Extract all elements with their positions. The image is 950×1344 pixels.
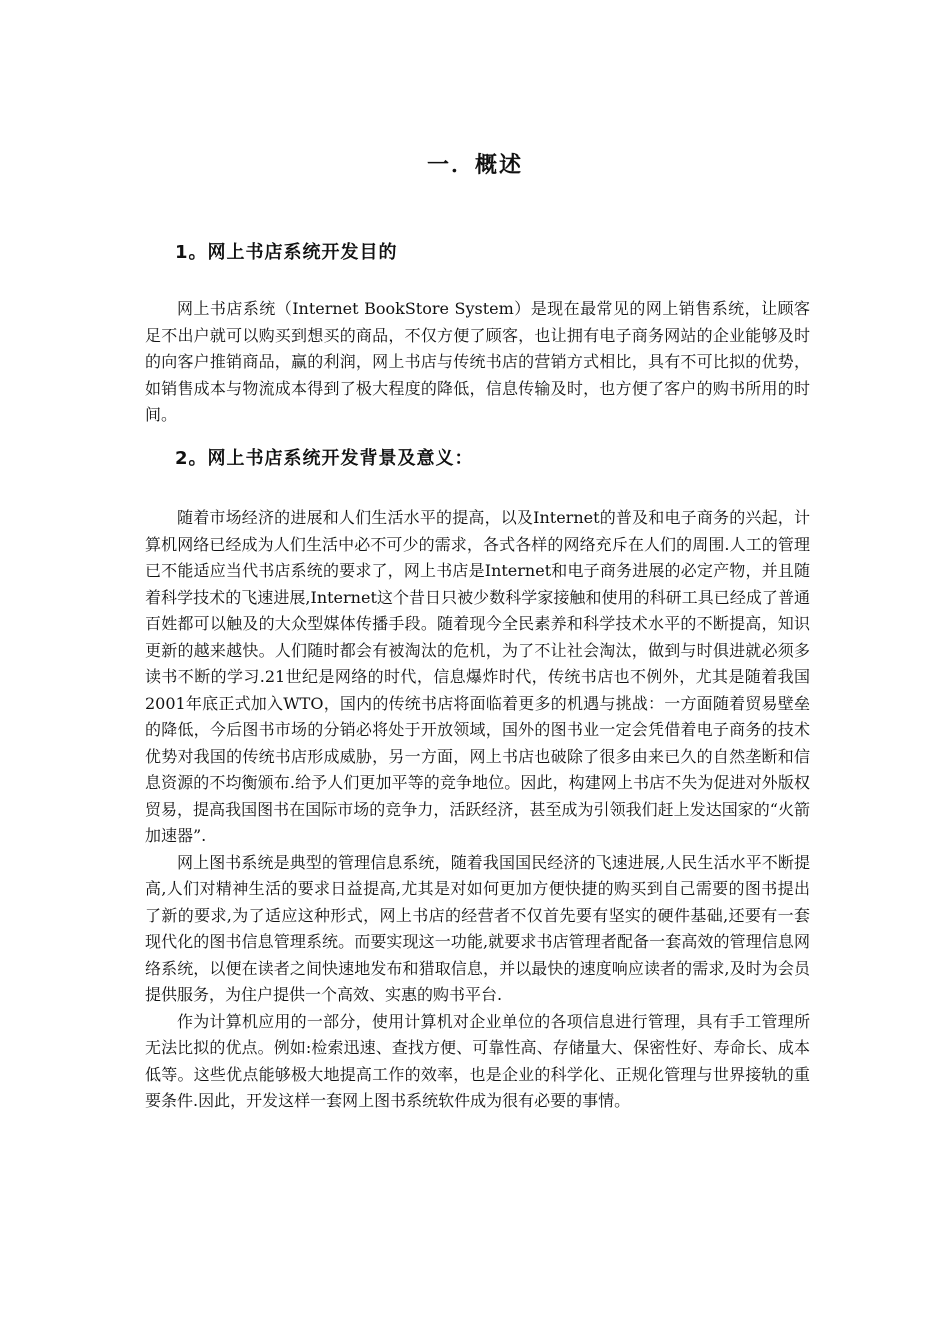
paragraph: 作为计算机应用的一部分，使用计算机对企业单位的各项信息进行管理，具有手工管理所无法比拟的优点。例如:检索迅速、查找方便、可靠性高、存储量大、保密性好、寿命长、成本低等。这些优点能够极大地提高工作的效率，也是企业的科学化、正规化管理与世界接轨的重要条件.因此，开发这样一套网上图书系统软件成为很有必要的事情。 <box>145 1011 810 1110</box>
paragraph: 网上书店系统（Internet BookStore System）是现在最常见的网上销售系统，让顾客足不出户就可以购买到想买的商品，不仅方便了顾客，也让拥有电子商务网站的企业能够及时的向客户推销商品，赢的利润，网上书店与传统书店的营销方式相比，具有不可比拟的优势，如销售成本与物流成本得到了极大程度的降低，信息传输及时，也方便了客户的购书所用的时间。 <box>145 299 810 424</box>
section-heading-background: 2。网上书店系统开发背景及意义： <box>175 448 474 469</box>
section-heading-purpose: 1。网上书店系统开发目的 <box>175 242 398 263</box>
paragraph: 随着市场经济的进展和人们生活水平的提高，以及Internet的普及和电子商务的兴起，计算机网络已经成为人们生活中必不可少的需求，各式各样的网络充斥在人们的周围.人工的管理已不能适应当代书店系统的要求了，网上书店是Internet和电子商务进展的必定产物，并且随着科学技术的飞速进展,Internet这个昔日只被少数科学家接触和使用的科研工具已经成了普通百姓都可以触及的大众型媒体传播手段。随着现今全民素养和科学技术水平的不断提高，知识更新的越来越快。人们随时都会有被淘汰的危机，为了不让社会淘汰，做到与时俱进就必须多读书不断的学习.21世纪是网络的时代，信息爆炸时代，传统书店也不例外，尤其是随着我国2001年底正式加入WTO，国内的传统书店将面临着更多的机遇与挑战：一方面随着贸易壁垒的降低，今后图书市场的分销必将处于开放领域，国外的图书业一定会凭借着电子商务的技术优势对我国的传统书店形成威胁，另一方面，网上书店也破除了很多由来已久的自然垄断和信息资源的不均衡颁布.给予人们更加平等的竞争地位。因此，构建网上书店不失为促进对外版权贸易，提高我国图书在国际市场的竞争力，活跃经济，甚至成为引领我们赶上发达国家的“火箭加速器”. <box>145 508 810 845</box>
paragraph: 网上图书系统是典型的管理信息系统，随着我国国民经济的飞速进展,人民生活水平不断提高,人们对精神生活的要求日益提高,尤其是对如何更加方便快捷的购买到自己需要的图书提出了新的要求,为了适应这种形式，网上书店的经营者不仅首先要有坚实的硬件基础,还要有一套现代化的图书信息管理系统。而要实现这一功能,就要求书店管理者配备一套高效的管理信息网络系统，以便在读者之间快速地发布和猎取信息，并以最快的速度响应读者的需求,及时为会员提供服务，为住户提供一个高效、实惠的购书平台. <box>145 852 810 1004</box>
section-body-background <box>145 505 810 1115</box>
chapter-title: 一．概述 <box>426 153 523 178</box>
section-body-purpose <box>145 296 810 429</box>
